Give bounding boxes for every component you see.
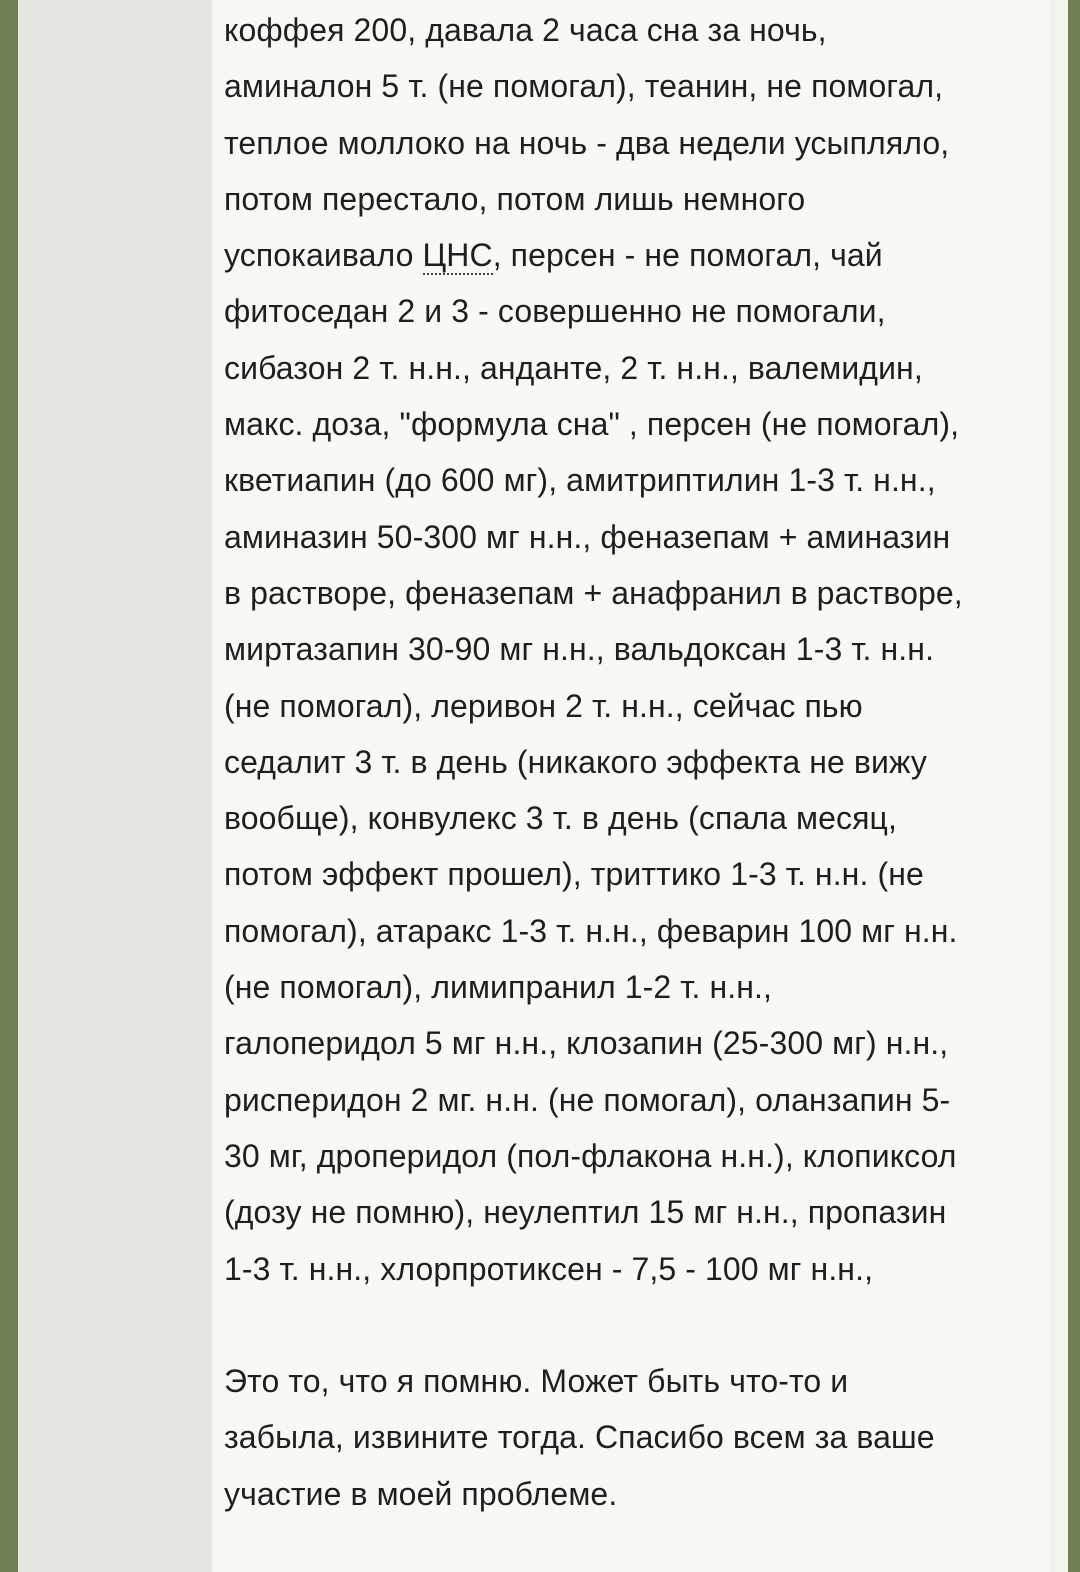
post-line: (не помогал), леривон 2 т. н.н., сейчас пью: [224, 687, 863, 724]
post-author-sidebar: [18, 0, 212, 1572]
post-line: потом перестало, потом лишь немного: [224, 180, 806, 217]
post-line: миртазапин 30-90 мг н.н., вальдоксан 1-3 т. н.н.: [224, 631, 935, 668]
post-line-text: успокаивало: [224, 237, 423, 274]
post-line: макс. доза, "формула сна" , персен (не помогал),: [224, 406, 960, 443]
post-line: фитоседан 2 и 3 - совершенно не помогали,: [224, 293, 886, 330]
post-body: [224, 2, 1044, 1522]
post-line: в растворе, феназепам + анафранил в растворе,: [224, 574, 963, 611]
post-line: седалит 3 т. в день (никакого эффекта не вижу: [224, 743, 927, 780]
post-line: вообще), конвулекс 3 т. в день (спала месяц,: [224, 800, 897, 837]
post-line: помогал), атаракс 1-3 т. н.н., феварин 100 мг н.н.: [224, 912, 958, 949]
post-line: аминазин 50-300 мг н.н., феназепам + аминазин: [224, 518, 951, 555]
abbreviation-cns[interactable]: ЦНС: [422, 237, 493, 274]
left-frame-border: [0, 0, 18, 1572]
post-line: 1-3 т. н.н., хлорпротиксен - 7,5 - 100 мг н.н.,: [224, 1250, 874, 1287]
post-line: аминалон 5 т. (не помогал), теанин, не помогал,: [224, 68, 944, 105]
post-line: потом эффект прошел), триттико 1-3 т. н.н. (не: [224, 856, 924, 893]
closing-line: участие в моей проблеме.: [224, 1475, 618, 1512]
post-line: 30 мг, дроперидол (пол-флакона н.н.), клопиксол: [224, 1137, 957, 1174]
post-line: кветиапин (до 600 мг), амитриптилин 1-3 т. н.н.,: [224, 462, 936, 499]
post-line: сибазон 2 т. н.н., анданте, 2 т. н.н., валемидин,: [224, 349, 923, 386]
post-line-text: , персен - не помогал, чай: [492, 237, 883, 274]
post-line: коффея 200, давала 2 часа сна за ночь,: [224, 12, 827, 48]
post-line: (дозу не помню), неулептил 15 мг н.н., пропазин: [224, 1194, 947, 1231]
closing-line: забыла, извините тогда. Спасибо всем за ваше: [224, 1419, 935, 1456]
right-gutter: [1050, 0, 1068, 1572]
post-line: [224, 227, 1044, 283]
post-line: рисперидон 2 мг. н.н. (не помогал), оланзапин 5-: [224, 1081, 951, 1118]
paragraph-spacer: [224, 1297, 1044, 1353]
post-line: теплое моллоко на ночь - два недели усыпляло,: [224, 124, 950, 161]
closing-line: Это то, что я помню. Может быть что-то и: [224, 1363, 849, 1400]
post-line: галоперидол 5 мг н.н., клозапин (25-300 мг) н.н.,: [224, 1025, 949, 1062]
post-line: (не помогал), лимипранил 1-2 т. н.н.,: [224, 969, 773, 1006]
right-frame-border: [1068, 0, 1080, 1572]
